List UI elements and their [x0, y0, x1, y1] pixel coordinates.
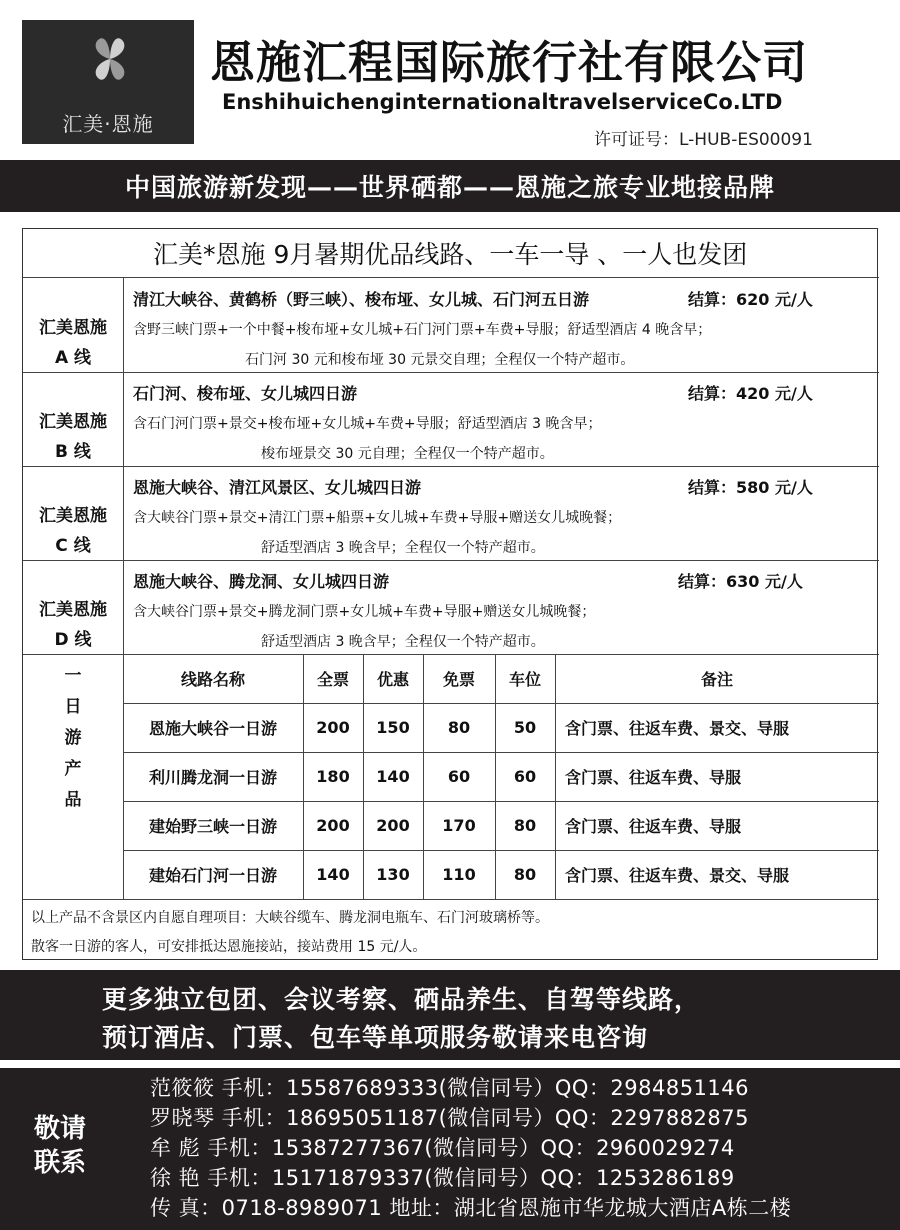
- table-cell: 200: [316, 816, 350, 835]
- contact-fax-address: 传 真：0718-8989071 地址：湖北省恩施市华龙城大酒店A栋二楼: [150, 1196, 792, 1220]
- route-c-detail: 含大峡谷门票+景交+清江门票+船票+女儿城+车费+导服+赠送女儿城晚餐；: [133, 510, 622, 526]
- contact-line[interactable]: 徐 艳 手机：15171879337(微信同号）QQ：1253286189: [150, 1166, 735, 1190]
- route-b-price: 结算：420 元/人: [688, 384, 813, 403]
- table-cell: 80: [447, 718, 471, 737]
- table-cell: 110: [442, 865, 476, 884]
- route-c-label: 汇美恩施 C 线: [39, 506, 107, 556]
- company-name: 恩施汇程国际旅行社有限公司: [210, 36, 809, 89]
- column-header: 备注: [700, 670, 733, 689]
- divider: [23, 560, 879, 561]
- column-header: 车位: [508, 670, 541, 689]
- table-cell: 恩施大峡谷一日游: [148, 719, 277, 738]
- table-cell: 180: [316, 767, 350, 786]
- more-services-text: 预订酒店、门票、包车等单项服务敬请来电咨询: [102, 1023, 649, 1052]
- table-cell: 170: [442, 816, 476, 835]
- route-b-name: 石门河、梭布垭、女儿城四日游: [133, 384, 358, 403]
- day-trip-label: 一 日 游 产 品: [64, 666, 82, 810]
- more-services-text: 更多独立包团、会议考察、硒品养生、自驾等线路，: [102, 985, 701, 1014]
- column-header: 线路名称: [180, 670, 245, 689]
- contact-line[interactable]: 牟 彪 手机：15387277367(微信同号）QQ：2960029274: [150, 1136, 735, 1160]
- table-cell: 130: [376, 865, 410, 884]
- contact-line[interactable]: 罗晓琴 手机：18695051187(微信同号）QQ：2297882875: [150, 1106, 750, 1130]
- table-cell: 含门票、往返车费、导服: [565, 768, 742, 787]
- route-c-detail: 舒适型酒店 3 晚含早；全程仅一个特产超市。: [261, 540, 545, 556]
- divider: [23, 466, 879, 467]
- more-services-banner: [0, 970, 900, 1060]
- table-cell: 50: [513, 718, 537, 737]
- route-c-name: 恩施大峡谷、清江风景区、女儿城四日游: [133, 478, 422, 497]
- route-d-name: 恩施大峡谷、腾龙洞、女儿城四日游: [133, 572, 390, 591]
- route-a-label: 汇美恩施 A 线: [39, 318, 107, 368]
- company-english-name: EnshihuichenginternationaltravelserviceCo.LTD: [222, 90, 783, 114]
- clover-logo-icon: [88, 34, 132, 84]
- route-a-detail: 石门河 30 元和梭布垭 30 元景交自理；全程仅一个特产超市。: [245, 352, 635, 368]
- promo-title: 汇美*恩施 9月暑期优品线路、一车一导 、一人也发团: [153, 240, 748, 269]
- table-cell: 建始野三峡一日游: [148, 817, 277, 836]
- route-d-detail: 含大峡谷门票+景交+腾龙洞门票+女儿城+车费+导服+赠送女儿城晚餐；: [133, 604, 596, 620]
- table-cell: 80: [513, 865, 537, 884]
- divider: [23, 372, 879, 373]
- table-cell: 利川腾龙洞一日游: [148, 768, 277, 787]
- table-cell: 建始石门河一日游: [148, 866, 277, 885]
- table-cell: 含门票、往返车费、景交、导服: [565, 866, 790, 885]
- column-header: 优惠: [376, 670, 409, 689]
- note-text: 散客一日游的客人，可安排抵达恩施接站，接站费用 15 元/人。: [31, 939, 427, 955]
- route-d-price: 结算：630 元/人: [678, 572, 803, 591]
- table-cell: 60: [447, 767, 471, 786]
- route-b-detail: 含石门河门票+景交+梭布垭+女儿城+车费+导服；舒适型酒店 3 晚含早；: [133, 416, 602, 432]
- route-table: [22, 228, 878, 960]
- route-b-label: 汇美恩施 B 线: [39, 412, 107, 462]
- table-cell: 140: [316, 865, 350, 884]
- contact-title: 敬请 联系: [34, 1114, 87, 1178]
- logo-text: 汇美·恩施: [62, 112, 154, 136]
- table-cell: 200: [316, 718, 350, 737]
- route-b-detail: 梭布垭景交 30 元自理；全程仅一个特产超市。: [261, 446, 554, 462]
- table-cell: 含门票、往返车费、导服: [565, 817, 742, 836]
- table-cell: 含门票、往返车费、景交、导服: [565, 719, 790, 738]
- table-cell: 140: [376, 767, 410, 786]
- column-header: 免票: [442, 670, 475, 689]
- contact-section: [0, 1068, 900, 1230]
- column-header: 全票: [316, 670, 349, 689]
- slogan-text: 中国旅游新发现——世界硒都——恩施之旅专业地接品牌: [124, 173, 775, 202]
- slogan-banner: [0, 160, 900, 212]
- route-d-label: 汇美恩施 D 线: [39, 600, 107, 650]
- route-a-price: 结算：620 元/人: [688, 290, 813, 309]
- divider: [23, 277, 879, 278]
- table-cell: 150: [376, 718, 410, 737]
- table-cell: 200: [376, 816, 410, 835]
- route-d-detail: 舒适型酒店 3 晚含早；全程仅一个特产超市。: [261, 634, 545, 650]
- license-number: 许可证号：L-HUB-ES00091: [594, 130, 813, 150]
- route-c-price: 结算：580 元/人: [688, 478, 813, 497]
- note-text: 以上产品不含景区内自愿自理项目：大峡谷缆车、腾龙洞电瓶车、石门河玻璃桥等。: [31, 910, 549, 926]
- route-a-detail: 含野三峡门票+一个中餐+梭布垭+女儿城+石门河门票+车费+导服；舒适型酒店 4 晚含早；: [133, 322, 712, 338]
- company-logo: [22, 20, 194, 144]
- divider: [23, 899, 879, 900]
- table-cell: 80: [513, 816, 537, 835]
- route-a-name: 清江大峡谷、黄鹤桥（野三峡）、梭布垭、女儿城、石门河五日游: [133, 290, 590, 309]
- contact-line[interactable]: 范筱筱 手机：15587689333(微信同号）QQ：2984851146: [150, 1076, 750, 1100]
- table-cell: 60: [513, 767, 537, 786]
